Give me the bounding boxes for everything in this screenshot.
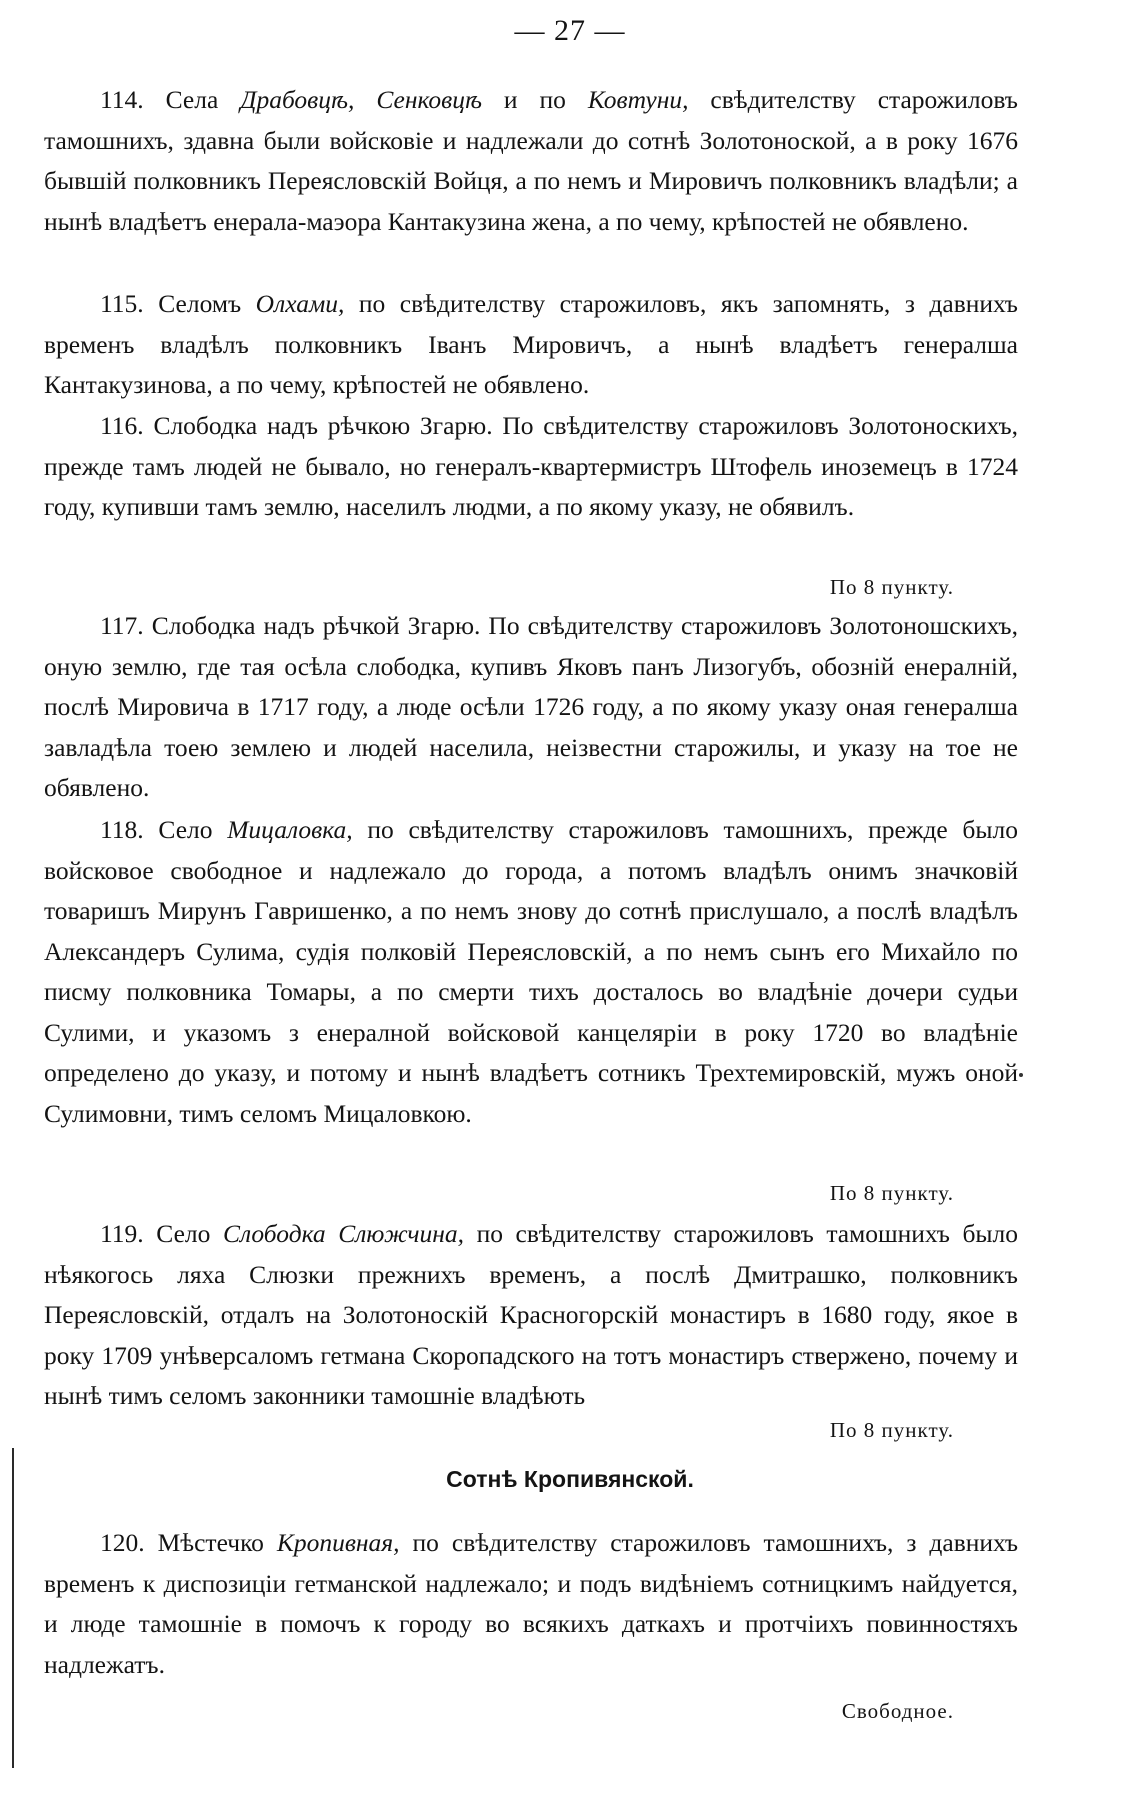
entry-text: Мѣстечко [157, 1528, 264, 1557]
entry-number: 116. [100, 411, 144, 440]
entry-text: по свѣдителству старожиловъ тамошнихъ, прежде было войсковое свободное и надлежало до города, а потомъ владѣлъ онимъ значковій товаришъ Мирунъ Гавришенко, а по немъ знову до сотнѣ прислушало, а послѣ владѣлъ Александеръ Сулима, судія полковій Переясловскій, а по немъ сынъ его Михайло по писму полковника Томары, а по смерти тихъ досталось во владѣніе дочери судьи Сулими, и указомъ з енералной войсковой канцеляріи в року 1720 во владѣніе определено до указу, и потому и нынѣ владѣетъ сотникъ Трехтемировскій, мужъ оной Сулимовни, тимъ селомъ Мицаловкою. [44, 815, 1018, 1128]
entry-text: по свѣдителству старожиловъ тамошнихъ было нѣякогось ляха Слюзки прежнихъ временъ, а послѣ Дмитрашко, полковникъ Переясловскій, отдалъ на Золотоноскій Красногорскій монастиръ в 1680 году, якое в року 1709 унѣверсаломъ гетмана Скоропадского на тотъ монастиръ ствержено, почему и нынѣ тимъ селомъ законники тамошніе владѣють [44, 1219, 1019, 1410]
entry-text: по свѣдителству старожиловъ тамошнихъ, з давнихъ временъ к диспозиціи гетманской надлежало; и подъ видѣніемъ сотницкимъ найдуется, и люде тамошніе в помочъ к городу во всякихъ даткахъ и протчіихъ повинностяхъ надлежатъ. [44, 1528, 1019, 1679]
entry-116 [44, 406, 1018, 528]
entry-text: свѣдителству старожиловъ тамошнихъ, здавна были войсковіе и надлежали до сотнѣ Золотоноской, а в року 1676 бывшій полковникъ Переясловскій Войця, а по немъ и Мировичъ полковникъ владѣли; а нынѣ владѣетъ енерала-маэора Кантакузина жена, а по чему, крѣпостей не обявлено. [44, 85, 1018, 236]
place-name: Мицаловка, [227, 815, 353, 844]
entry-text: Селомъ [158, 289, 242, 318]
place-name: Олхами, [255, 289, 345, 318]
margin-note: По 8 пункту. [829, 575, 954, 599]
entry-number: 115. [100, 289, 144, 318]
entry-number: 120. [100, 1528, 145, 1557]
entry-text: Слободка надъ рѣчкой Згарю. По свѣдителству старожиловъ Золотоношскихъ, оную землю, где тая осѣла слободка, купивъ Яковъ панъ Лизогубъ, обозній енералній, послѣ Мировича в 1717 году, а люде осѣли 1726 году, а по якому указу оная генералша завладѣла тоею землею и людей населила, неізвестни старожилы, и указу на тое не обявлено. [44, 611, 1018, 802]
margin-note: По 8 пункту. [829, 1418, 954, 1442]
entry-119 [44, 1214, 1018, 1417]
entry-text: Село [158, 815, 213, 844]
entry-number: 117. [100, 611, 144, 640]
entry-115 [44, 284, 1018, 406]
margin-note: Свободное. [841, 1699, 954, 1723]
place-name: Ковтуни, [587, 85, 689, 114]
entry-text: и по [503, 85, 566, 114]
entry-118 [44, 810, 1018, 1134]
entry-number: 118. [100, 815, 144, 844]
margin-note: По 8 пункту. [829, 1181, 954, 1205]
entry-number: 114. [100, 85, 144, 114]
place-name: Сенковцѣ [376, 85, 482, 114]
section-heading: Сотнѣ Кропивянской. [446, 1466, 694, 1492]
entry-text: по свѣдителству старожиловъ, якъ запомнять, з давнихъ временъ владѣлъ полковникъ Іванъ Мировичъ, а нынѣ владѣетъ генералша Кантакузинова, а по чему, крѣпостей не обявлено. [44, 289, 1018, 399]
entry-number: 119. [100, 1219, 144, 1248]
scan-speck [1019, 1073, 1023, 1077]
page-number: — 27 — [514, 14, 626, 47]
place-name: Драбовцѣ, [240, 85, 355, 114]
place-name: Кропивная, [276, 1528, 400, 1557]
scan-margin-line [12, 1448, 14, 1768]
entry-114 [44, 80, 1018, 242]
place-name: Слободка Слюжчина, [222, 1219, 465, 1248]
entry-120 [44, 1523, 1018, 1685]
entry-text: Село [156, 1219, 211, 1248]
entry-text: Села [165, 85, 219, 114]
entry-text: Слободка надъ рѣчкою Згарю. По свѣдителству старожиловъ Золотоноскихъ, прежде тамъ людей не бывало, но генералъ-квартермистръ Штофель иноземецъ в 1724 году, купивши тамъ землю, населилъ людми, а по якому указу, не обявилъ. [44, 411, 1019, 521]
entry-117 [44, 606, 1018, 809]
